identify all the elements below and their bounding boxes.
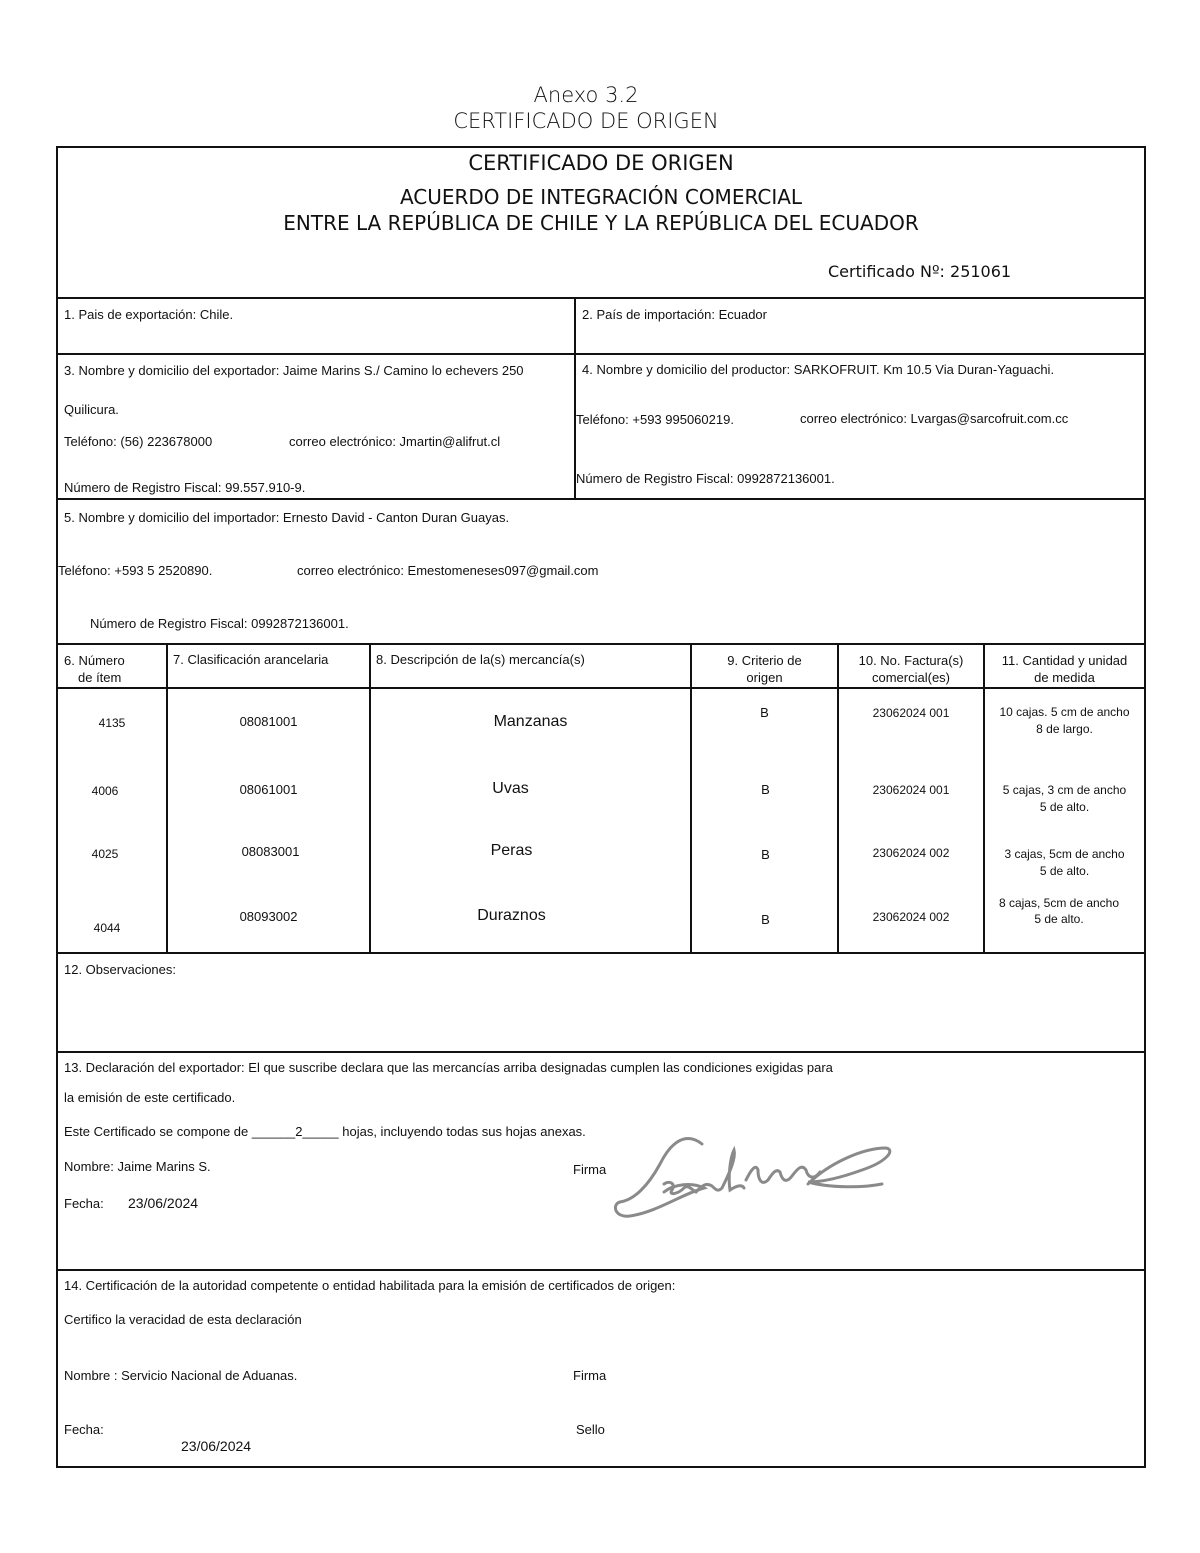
producer-name-address: 4. Nombre y domicilio del productor: SARKOFRUIT. Km 10.5 Via Duran-Yaguachi. <box>582 362 1055 377</box>
col-line-3 <box>690 643 692 953</box>
table-row-3-description: Peras <box>490 842 533 859</box>
split-s1-s2 <box>574 297 576 499</box>
certificate-heading: CERTIFICADO DE ORIGEN <box>468 151 734 175</box>
table-row-2-quantity <box>985 782 1144 816</box>
importer-tax-id: Número de Registro Fiscal: 0992872136001. <box>90 616 349 631</box>
divider-s12 <box>56 1051 1146 1053</box>
table-row-1-invoice: 23062024 001 <box>872 706 950 720</box>
producer-email: correo electrónico: Lvargas@sarcofruit.com.cc <box>800 411 1069 426</box>
authority-name: Nombre : Servicio Nacional de Aduanas. <box>64 1368 298 1383</box>
header-qty-line2: de medida <box>1034 670 1095 685</box>
authority-signature-label: Firma <box>573 1368 607 1383</box>
table-row-3-invoice: 23062024 002 <box>872 846 950 860</box>
table-row-2-invoice: 23062024 001 <box>872 783 950 797</box>
authority-seal-label: Sello <box>576 1422 605 1437</box>
header-criteria <box>692 652 837 686</box>
header-quantity <box>985 652 1144 686</box>
table-row-2-criteria: B <box>761 782 770 797</box>
table-row-1-description: Manzanas <box>493 713 568 730</box>
exporter-name-address: 3. Nombre y domicilio del exportador: Jaime Marins S./ Camino lo echevers 250 <box>64 363 524 378</box>
header-description: 8. Descripción de la(s) mercancía(s) <box>376 652 585 667</box>
exporter-email: correo electrónico: Jmartin@alifrut.cl <box>289 434 501 449</box>
table-row-1-quantity <box>985 704 1144 738</box>
exporter-phone: Teléfono: (56) 223678000 <box>64 434 213 449</box>
row-4-qty-line2: 5 de alto. <box>1034 912 1084 926</box>
exporter-city: Quilicura. <box>64 402 119 417</box>
table-row-4-quantity <box>985 895 1133 927</box>
header-tariff: 7. Clasificación arancelaria <box>173 652 329 667</box>
export-country: 1. Pais de exportación: Chile. <box>64 307 234 322</box>
declaration-line-1: 13. Declaración del exportador: El que suscribe declara que las mercancías arriba designadas cumplen las condiciones exigidas para <box>64 1060 833 1075</box>
header-criteria-line1: 9. Criterio de <box>727 653 802 668</box>
table-row-4-invoice: 23062024 002 <box>872 910 950 924</box>
producer-phone: Teléfono: +593 995060219. <box>576 412 734 427</box>
row-2-qty-line2: 5 de alto. <box>1039 800 1090 814</box>
exporter-signer-name: Nombre: Jaime Marins S. <box>64 1159 211 1174</box>
declaration-date: 23/06/2024 <box>128 1195 199 1211</box>
declaration-line-2: la emisión de este certificado. <box>64 1090 236 1105</box>
table-row-1-criteria: B <box>760 705 769 720</box>
declaration-line-3: Este Certificado se compone de ______2_____ hojas, incluyendo todas sus hojas anexas. <box>64 1124 586 1139</box>
divider-s13 <box>56 1269 1146 1271</box>
table-row-4-description: Duraznos <box>477 907 546 924</box>
row-3-qty-line2: 5 de alto. <box>1039 864 1090 878</box>
producer-tax-id: Número de Registro Fiscal: 0992872136001. <box>576 471 835 486</box>
table-row-1-item: 4135 <box>98 716 126 730</box>
divider-header <box>56 297 1146 299</box>
table-row-4-criteria: B <box>761 912 770 927</box>
header-qty-line1: 11. Cantidad y unidad <box>1001 653 1128 668</box>
row-1-qty-line1: 10 cajas. 5 cm de ancho <box>999 705 1130 719</box>
table-row-2-tariff: 08061001 <box>239 782 298 797</box>
authority-certification-label: 14. Certificación de la autoridad competente o entidad habilitada para la emisión de certificados de origen: <box>64 1278 676 1293</box>
divider-s3 <box>56 498 1146 500</box>
importer-name-address: 5. Nombre y domicilio del importador: Ernesto David - Canton Duran Guayas. <box>64 510 510 525</box>
observations-label: 12. Observaciones: <box>64 962 177 977</box>
table-row-1-tariff: 08081001 <box>239 714 298 729</box>
header-invoice <box>839 652 983 686</box>
exporter-tax-id: Número de Registro Fiscal: 99.557.910-9. <box>64 480 306 495</box>
exporter-signature-label: Firma <box>573 1162 607 1177</box>
table-row-3-criteria: B <box>761 847 770 862</box>
table-row-4-item: 4044 <box>93 921 121 935</box>
agreement-line-2: ENTRE LA REPÚBLICA DE CHILE Y LA REPÚBLICA DEL ECUADOR <box>283 211 919 235</box>
document-title: CERTIFICADO DE ORIGEN <box>453 109 719 133</box>
authority-date-label: Fecha: <box>64 1422 104 1437</box>
agreement-line-1: ACUERDO DE INTEGRACIÓN COMERCIAL <box>399 185 803 209</box>
row-4-qty-line1: 8 cajas, 5cm de ancho <box>998 896 1120 910</box>
header-item-number <box>64 652 125 686</box>
header-criteria-line2: origen <box>746 670 783 685</box>
header-invoice-line1: 10. No. Factura(s) <box>858 653 964 668</box>
annex-label: Anexo 3.2 <box>533 83 639 107</box>
row-3-qty-line1: 3 cajas, 5cm de ancho <box>1004 847 1125 861</box>
row-1-qty-line2: 8 de largo. <box>1036 722 1093 736</box>
frame-top <box>56 146 1146 148</box>
declaration-date-label: Fecha: <box>64 1196 104 1211</box>
table-row-3-quantity <box>985 846 1144 880</box>
header-item-line1: 6. Número <box>64 653 125 668</box>
importer-email: correo electrónico: Emestomeneses097@gmail.com <box>297 563 599 578</box>
importer-phone: Teléfono: +593 5 2520890. <box>58 563 213 578</box>
table-row-4-tariff: 08093002 <box>239 909 298 924</box>
col-line-1 <box>166 643 168 953</box>
authority-date: 23/06/2024 <box>181 1438 252 1454</box>
divider-s1 <box>56 353 1146 355</box>
certificate-number: Certificado Nº: 251061 <box>828 262 1012 281</box>
handwritten-signature <box>612 1128 897 1224</box>
frame-bottom <box>56 1466 1146 1468</box>
table-row-2-item: 4006 <box>91 784 119 798</box>
import-country: 2. País de importación: Ecuador <box>582 307 767 322</box>
table-row-3-tariff: 08083001 <box>241 844 300 859</box>
row-2-qty-line1: 5 cajas, 3 cm de ancho <box>1002 783 1127 797</box>
authority-statement: Certifico la veracidad de esta declaración <box>64 1312 302 1327</box>
table-row-2-description: Uvas <box>492 780 529 797</box>
table-row-3-item: 4025 <box>91 847 119 861</box>
header-invoice-line2: comercial(es) <box>871 670 950 685</box>
header-item-line2: de ítem <box>78 670 122 685</box>
